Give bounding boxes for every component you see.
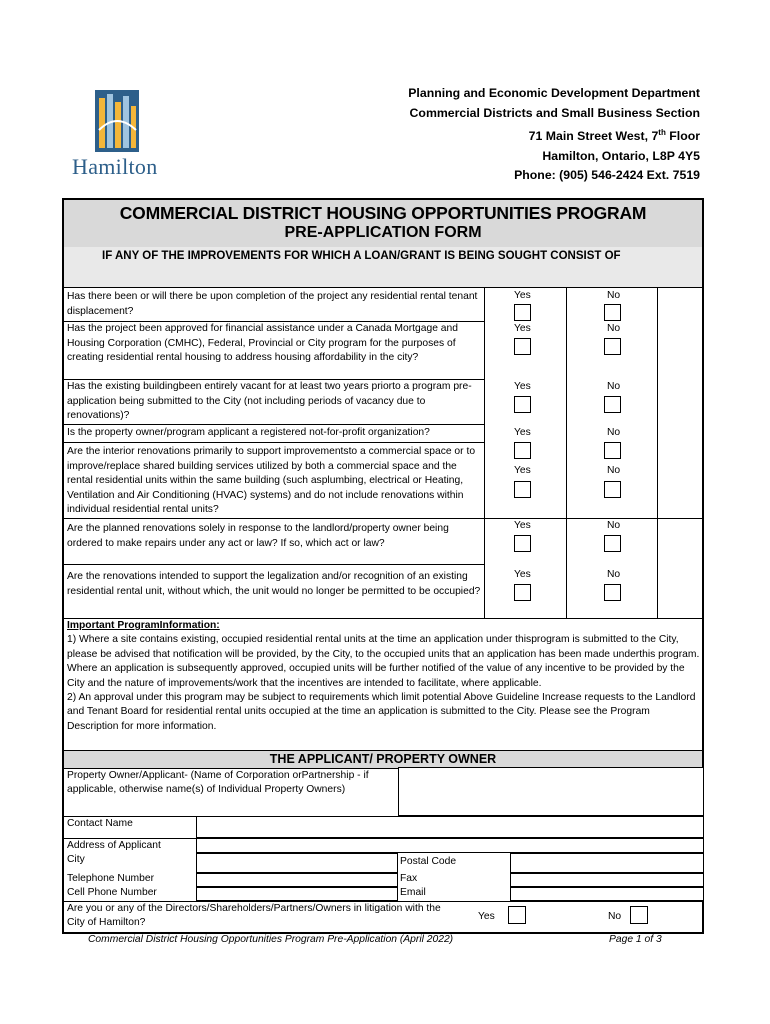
yes-label: Yes: [514, 465, 531, 476]
yes-label: Yes: [514, 569, 531, 580]
grid-divider: [566, 288, 567, 618]
no-label: No: [607, 520, 621, 531]
q4-yes-checkbox[interactable]: [514, 442, 531, 459]
q4-no-checkbox[interactable]: [604, 442, 621, 459]
q3-yes-checkbox[interactable]: [514, 396, 531, 413]
form-title: COMMERCIAL DISTRICT HOUSING OPPORTUNITIES PROGRAM: [119, 203, 647, 223]
grid-divider: [484, 288, 485, 618]
street-address: 71 Main Street West, 7th Floor: [528, 128, 700, 144]
address-field[interactable]: [196, 838, 704, 853]
yes-label: Yes: [514, 381, 531, 392]
info-paragraph-2: 2) An approval under this program may be subject to requirements which limit potential Above Guideline Increase requests to the Landlord and Tenant Board for residential rental units occupied at the time an application is submitted to the City. Please see the Program Description for more information.: [67, 692, 696, 732]
info-heading: Important ProgramInformation:: [67, 620, 220, 631]
no-label: No: [607, 569, 621, 580]
address-label: Address of Applicant: [67, 840, 161, 851]
telephone-label: Telephone Number: [67, 873, 155, 884]
applicant-heading: THE APPLICANT/ PROPERTY OWNER: [269, 752, 497, 766]
no-label: No: [607, 290, 621, 301]
footer-program-name: Commercial District Housing Opportunities Program Pre-Application (April 2022): [88, 934, 454, 945]
yes-label: Yes: [514, 290, 531, 301]
q1-no-checkbox[interactable]: [604, 304, 621, 321]
yes-label: Yes: [514, 323, 531, 334]
title-band: [64, 200, 702, 248]
form-subtitle: PRE-APPLICATION FORM: [284, 224, 482, 241]
no-label: No: [607, 465, 621, 476]
city-field[interactable]: [196, 853, 398, 873]
q2-yes-checkbox[interactable]: [514, 338, 531, 355]
yes-label: Yes: [514, 520, 531, 531]
question-6: Are the planned renovations solely in response to the landlord/property owner being ordered to make repairs under any act or law? If so, which act or law?: [67, 523, 449, 549]
hamilton-logo: [70, 90, 170, 182]
yes-label: Yes: [514, 427, 531, 438]
row-divider: [484, 518, 704, 519]
important-information: [67, 619, 703, 734]
logo-wordmark: Hamilton: [72, 154, 158, 179]
grid-divider: [657, 288, 658, 618]
q6-yes-checkbox[interactable]: [514, 535, 531, 552]
intro-band: [64, 247, 702, 288]
question-3: Has the existing buildingbeen entirely vacant for at least two years priorto a program pre-application being submitted to the City (not including periods of vacancy due to renovations)?: [67, 381, 472, 422]
contact-label: Contact Name: [67, 818, 133, 829]
telephone-field[interactable]: [196, 873, 398, 887]
cell-phone-field[interactable]: [196, 887, 398, 901]
row-divider: [64, 424, 484, 425]
question-2: Has the project been approved for financial assistance under a Canada Mortgage and Housing Corporation (CMHC), Federal, Provincial or City program for the purposes of creating residential rental housing to address housing affordability in the city?: [67, 323, 458, 364]
department-address: [408, 84, 700, 186]
cell-phone-label: Cell Phone Number: [67, 887, 157, 898]
q6-no-checkbox[interactable]: [604, 535, 621, 552]
litigation-question: Are you or any of the Directors/Shareholders/Partners/Owners in litigation with the City of Hamilton?: [67, 903, 441, 929]
q2-no-checkbox[interactable]: [604, 338, 621, 355]
row-divider: [64, 564, 484, 565]
no-label: No: [607, 381, 621, 392]
question-5: Are the interior renovations primarily to support improvementsto a commercial space or to improve/replace shared building services utilized by both a commercial space and the rental residential units within the same building (such asplumbing, electrical or Heating, Ventilation and Air Conditioning (HVAC) systems) and do not include renovations within individual residential rental units?: [67, 446, 476, 516]
no-label: No: [607, 323, 621, 334]
yes-label: Yes: [478, 911, 495, 922]
question-4: Is the property owner/program applicant a registered not-for-profit organization?: [67, 427, 430, 438]
pre-application-form: [62, 198, 704, 934]
intro-text: IF ANY OF THE IMPROVEMENTS FOR WHICH A LOAN/GRANT IS BEING SOUGHT CONSIST OF: [102, 250, 621, 262]
postal-code-field[interactable]: [510, 853, 704, 873]
postal-label: Postal Code: [400, 856, 457, 867]
litigation-yes-checkbox[interactable]: [508, 906, 526, 924]
row-divider: [64, 518, 484, 519]
owner-name-field[interactable]: [398, 767, 704, 816]
question-7: Are the renovations intended to support the legalization and/or recognition of an existing residential rental unit, without which, the unit would no longer be permitted to be occupied?: [67, 571, 481, 597]
q5-no-checkbox[interactable]: [604, 481, 621, 498]
no-label: No: [608, 911, 622, 922]
q7-no-checkbox[interactable]: [604, 584, 621, 601]
info-paragraph-1: 1) Where a site contains existing, occupied residential rental units at the time an application under thisprogram is submitted to the City, please be advised that notification will be provided, by the City, to the occupied units that an application has been made underthis program. Where an application is subsequently approved, occupied units will be further notified of the value of any incentive to be provided by the City and the nature of improvements/work that the incentives are intended to facilitate, where applicable.: [67, 634, 700, 689]
department-name: Planning and Economic Development Department: [408, 86, 700, 100]
q3-no-checkbox[interactable]: [604, 396, 621, 413]
litigation-no-checkbox[interactable]: [630, 906, 648, 924]
city-label: City: [67, 854, 85, 865]
q1-yes-checkbox[interactable]: [514, 304, 531, 321]
q5-yes-checkbox[interactable]: [514, 481, 531, 498]
fax-label: Fax: [400, 873, 418, 884]
question-1: Has there been or will there be upon completion of the project any residential rental tenant displacement?: [67, 291, 478, 317]
fax-field[interactable]: [510, 873, 704, 887]
owner-label: Property Owner/Applicant- (Name of Corporation orPartnership - if applicable, otherwise name(s) of Individual Property Owners): [67, 770, 369, 796]
footer-page-number: Page 1 of 3: [609, 934, 662, 945]
phone-number: Phone: (905) 546-2424 Ext. 7519: [514, 168, 700, 183]
row-divider: [64, 442, 484, 443]
email-field[interactable]: [510, 887, 704, 901]
section-name: Commercial Districts and Small Business Section: [409, 105, 700, 120]
contact-name-field[interactable]: [196, 816, 704, 838]
city-address: Hamilton, Ontario, L8P 4Y5: [542, 148, 700, 163]
q7-yes-checkbox[interactable]: [514, 584, 531, 601]
email-label: Email: [400, 887, 426, 898]
hamilton-logo-icon: [95, 90, 139, 152]
no-label: No: [607, 427, 621, 438]
